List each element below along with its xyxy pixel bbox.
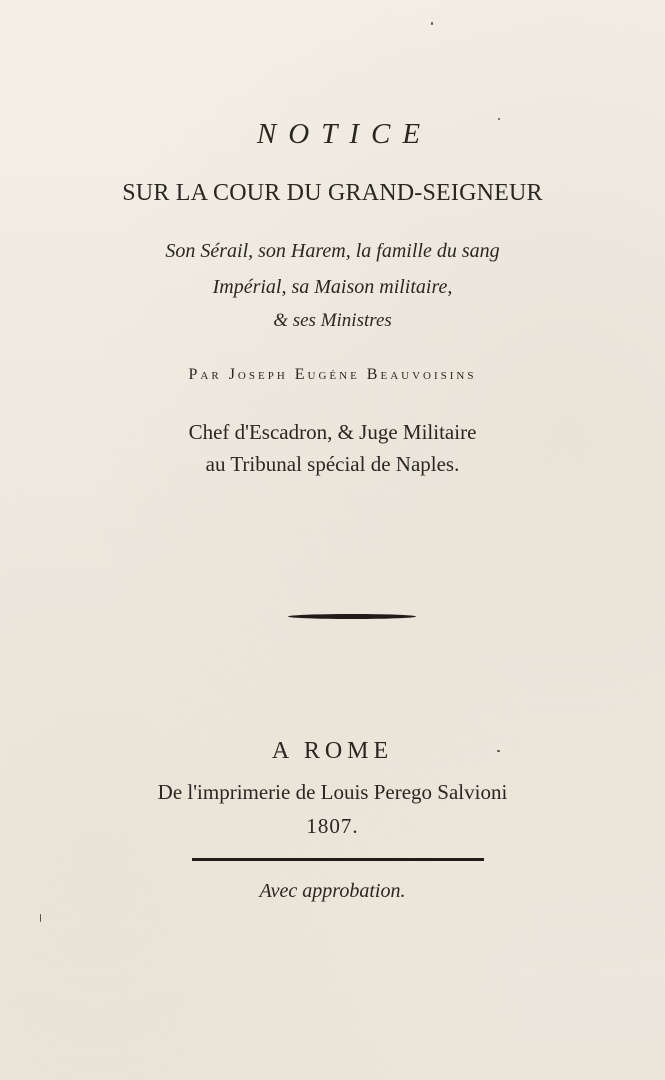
description-line-3: & ses Ministres: [273, 310, 392, 331]
description-line-1: Son Sérail, son Harem, la famille du sang: [165, 240, 500, 262]
author-role-line-2: au Tribunal spécial de Naples.: [205, 452, 460, 476]
author-prefix: Par: [188, 366, 222, 383]
author-role-line-1: Chef d'Escadron, & Juge Militaire: [188, 420, 477, 444]
description-line-2: Impérial, sa Maison militaire,: [212, 276, 453, 298]
author-line: [0, 366, 665, 384]
approval-note: Avec approbation.: [259, 880, 406, 902]
book-subtitle: SUR LA COUR DU GRAND-SEIGNEUR: [122, 180, 543, 206]
paper-speck: [40, 914, 41, 922]
author-name: Joseph Eugéne Beauvoisins: [228, 366, 477, 383]
publication-place: A ROME: [271, 738, 394, 764]
publication-year: 1807.: [306, 814, 359, 838]
ornamental-rule: [288, 614, 416, 619]
book-title: NOTICE: [256, 118, 433, 150]
printer-line: De l'imprimerie de Louis Perego Salvioni: [157, 780, 508, 804]
divider-rule: [192, 858, 484, 861]
paper-speck: [431, 22, 433, 25]
